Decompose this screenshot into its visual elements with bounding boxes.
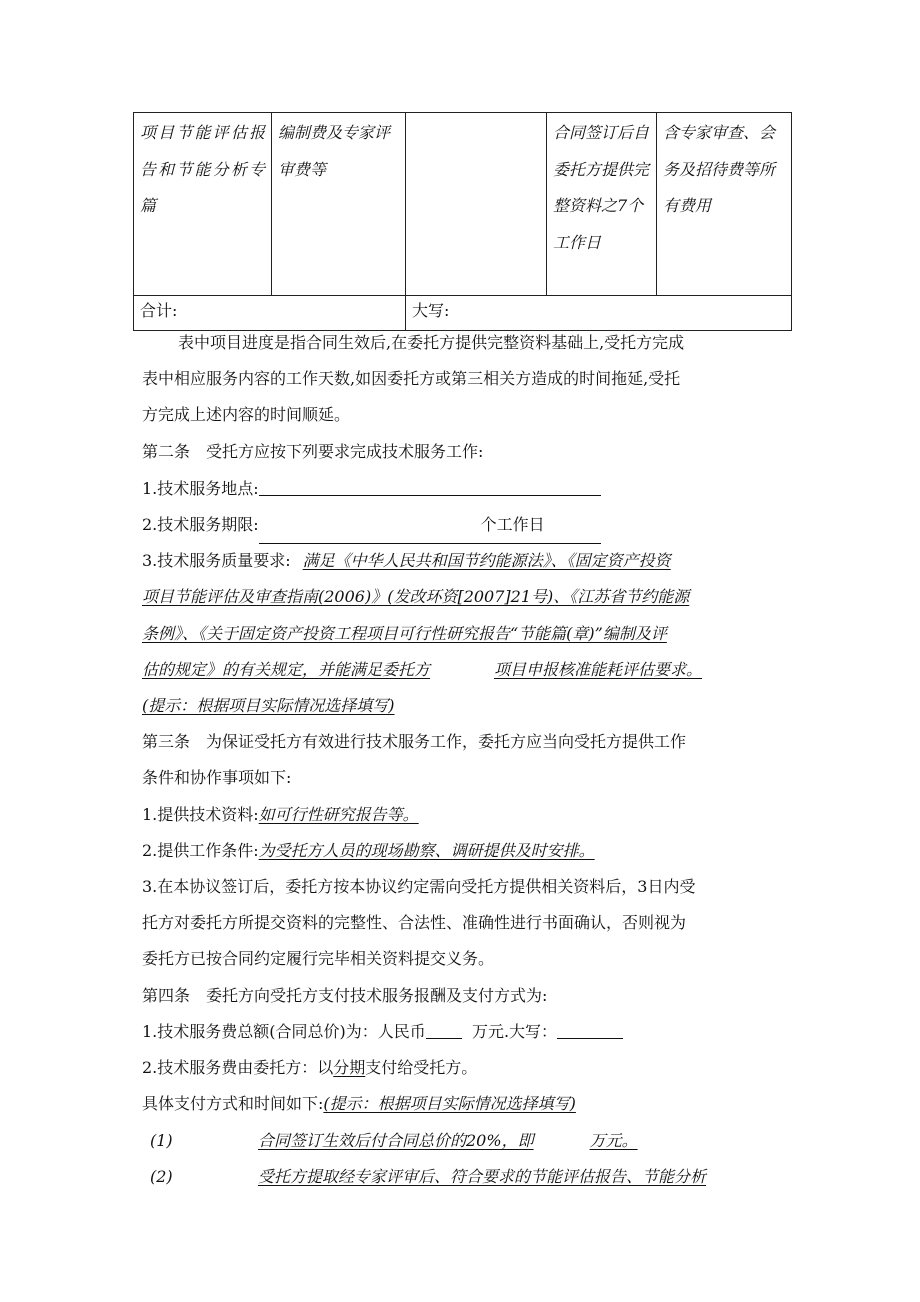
installment-number: (2)	[150, 1167, 173, 1186]
service-location-row	[142, 471, 792, 507]
installment-text: 受托方提取经专家评审后、符合要求的节能评估报告、节能分析	[258, 1167, 707, 1186]
installment-number: (1)	[150, 1131, 173, 1150]
schedule-para-line: 方完成上述内容的时间顺延。	[142, 405, 351, 424]
tech-data-row	[142, 797, 792, 833]
schedule-para-line: 表中相应服务内容的工作天数,如因委托方或第三相关方造成的时间拖延,受托	[142, 369, 681, 388]
service-content-text: 编制费及专家评审费等	[278, 123, 391, 179]
work-condition-row	[142, 833, 792, 869]
cell-service-content	[272, 113, 406, 296]
service-period-unit: 个工作日	[480, 515, 545, 534]
quality-row	[142, 543, 792, 579]
payment-method-row	[142, 1050, 792, 1086]
note-text: 含专家审查、会务及招待费等所有费用	[663, 123, 776, 215]
fee-amount-blank[interactable]	[426, 1020, 462, 1039]
fee-capital-blank[interactable]	[557, 1020, 623, 1039]
work-condition-label: 2.提供工作条件:	[142, 841, 259, 860]
schedule-text: 合同签订后自委托方提供完整资料之7个工作日	[553, 123, 650, 252]
quality-hint: (提示：根据项目实际情况选择填写)	[142, 696, 395, 715]
confirm-para-line: 委托方已按合同约定履行完毕相关资料提交义务。	[142, 949, 495, 968]
quality-text: 估的规定》的有关规定，并能满足委托方	[142, 660, 431, 679]
service-period-label: 2.技术服务期限:	[142, 515, 259, 534]
quality-label: 3.技术服务质量要求:	[142, 551, 291, 570]
quality-text: 项目申报核准能耗评估要求。	[494, 660, 703, 679]
article4-title: 第四条 委托方向受托方支付技术服务报酬及支付方式为:	[142, 986, 548, 1005]
service-item-text: 项目节能评估报告和节能分析专篇	[140, 123, 265, 215]
article3-title: 条件和协作事项如下:	[142, 768, 292, 787]
tech-data-label: 1.提供技术资料:	[142, 805, 259, 824]
total-label: 合计:	[140, 301, 178, 320]
payment-suffix: 支付给受托方。	[365, 1058, 478, 1077]
service-period-row	[142, 507, 792, 544]
client-project-blank[interactable]	[430, 652, 494, 688]
article2-title: 第二条 受托方应按下列要求完成技术服务工作:	[142, 442, 484, 461]
payment-detail-hint: (提示：根据项目实际情况选择填写)	[323, 1094, 576, 1113]
installment-row	[142, 1123, 792, 1159]
capital-label: 大写:	[412, 301, 450, 320]
service-fee-table	[133, 112, 792, 331]
cell-note	[657, 113, 792, 296]
quality-text: 条例》、《关于固定资产投资工程项目可行性研究报告“节能篇(章)”编制及评	[142, 624, 667, 643]
work-condition-value: 为受托方人员的现场勘察、调研提供及时安排。	[258, 841, 595, 860]
quality-row-last	[142, 652, 792, 688]
quality-text: 满足《中华人民共和国节约能源法》、《固定资产投资	[302, 551, 671, 570]
article3-title: 第三条 为保证受托方有效进行技术服务工作，委托方应当向受托方提供工作	[142, 732, 687, 751]
tech-data-value: 如可行性研究报告等。	[258, 805, 419, 824]
quality-text: 项目节能评估及审查指南(2006)》(发改环资[2007]21号)、《江苏省节约能源	[142, 587, 690, 606]
installment-row	[142, 1159, 792, 1195]
payment-method-value: 分期	[333, 1058, 366, 1077]
fee-total-row	[142, 1014, 792, 1050]
payment-detail-row	[142, 1086, 792, 1122]
fee-total-unit: 万元.大写：	[471, 1022, 558, 1041]
cell-service-item	[134, 113, 272, 296]
schedule-para-line: 表中项目进度是指合同生效后,在委托方提供完整资料基础上,受托方完成	[178, 333, 685, 352]
confirm-para-line: 3.在本协议签订后，委托方按本协议约定需向受托方提供相关资料后，3日内受	[142, 877, 696, 896]
installment-unit: 万元。	[589, 1131, 638, 1150]
installment-amount-blank[interactable]	[534, 1123, 590, 1159]
cell-schedule	[547, 113, 657, 296]
fee-total-label: 1.技术服务费总额(合同总价)为：人民币	[142, 1022, 426, 1041]
table-row	[134, 113, 792, 296]
service-location-label: 1.技术服务地点:	[142, 479, 259, 498]
installment-text: 合同签订生效后付合同总价的20%，即	[258, 1131, 534, 1150]
cell-amount	[406, 113, 547, 296]
service-period-blank[interactable]	[259, 507, 601, 544]
confirm-para-line: 托方对委托方所提交资料的完整性、合法性、准确性进行书面确认，否则视为	[142, 913, 687, 932]
payment-prefix: 2.技术服务费由委托方：以	[142, 1058, 334, 1077]
payment-detail-label: 具体支付方式和时间如下:	[142, 1094, 324, 1113]
service-location-blank[interactable]	[259, 477, 601, 496]
